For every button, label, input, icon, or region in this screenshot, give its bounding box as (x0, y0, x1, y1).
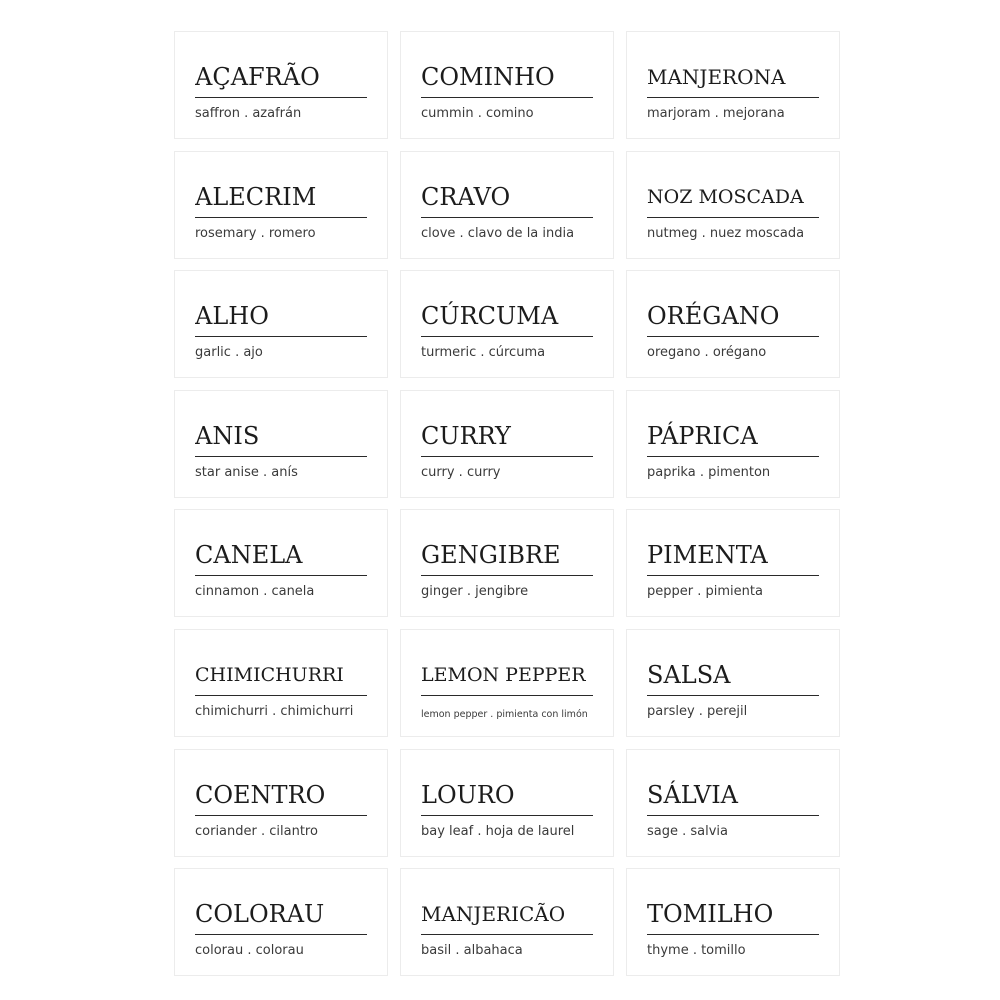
label-card-salsa (626, 629, 840, 737)
label-subtitle: colorau . colorau (195, 943, 304, 959)
label-divider (195, 456, 367, 457)
label-divider (647, 695, 819, 696)
label-subtitle: rosemary . romero (195, 225, 316, 241)
label-card-pimenta (626, 509, 840, 617)
label-title: MANJERICÃO (421, 902, 566, 927)
label-subtitle: ginger . jengibre (421, 584, 529, 600)
label-card-alecrim (174, 151, 388, 259)
label-divider (647, 97, 819, 98)
label-title: TOMILHO (647, 900, 774, 929)
label-card-oregano (626, 270, 840, 378)
label-title: CHIMICHURRI (195, 663, 344, 686)
label-card-alho (174, 270, 388, 378)
label-subtitle: coriander . cilantro (195, 823, 318, 839)
label-divider (421, 97, 593, 98)
label-subtitle: clove . clavo de la india (421, 225, 575, 241)
label-title: COLORAU (195, 900, 325, 929)
label-divider (647, 456, 819, 457)
label-title: ANIS (195, 421, 260, 450)
label-title: PÁPRICA (647, 421, 758, 450)
label-title: NOZ MOSCADA (647, 185, 804, 208)
label-card-colorau (174, 868, 388, 976)
label-title: COENTRO (195, 780, 326, 809)
label-title: SALSA (647, 660, 731, 689)
label-title: COMINHO (421, 63, 555, 91)
label-subtitle: cummin . comino (421, 106, 534, 121)
label-subtitle: bay leaf . hoja de laurel (421, 823, 575, 839)
label-title: LOURO (421, 780, 515, 809)
label-subtitle: parsley . perejil (647, 703, 748, 719)
label-divider (421, 575, 593, 576)
label-divider (195, 695, 367, 696)
label-subtitle: garlic . ajo (195, 345, 263, 361)
label-subtitle: saffron . azafrán (195, 106, 302, 121)
label-card-anis (174, 390, 388, 498)
label-card-paprica (626, 390, 840, 498)
label-card-curry (400, 390, 614, 498)
label-card-manjericao (400, 868, 614, 976)
label-card-chimichurri (174, 629, 388, 737)
label-subtitle: sage . salvia (647, 823, 729, 839)
label-title: AÇAFRÃO (195, 63, 320, 91)
label-title: LEMON PEPPER (421, 663, 586, 686)
label-divider (647, 934, 819, 935)
label-subtitle: basil . albahaca (421, 943, 523, 959)
label-subtitle: pepper . pimienta (647, 584, 763, 600)
label-card-cravo (400, 151, 614, 259)
label-divider (195, 934, 367, 935)
label-divider (195, 336, 367, 337)
label-divider (421, 217, 593, 218)
label-divider (647, 217, 819, 218)
label-grid (174, 31, 840, 976)
label-divider (195, 575, 367, 576)
label-card-cominho (400, 31, 614, 139)
label-subtitle: turmeric . cúrcuma (421, 345, 546, 361)
label-subtitle: oregano . orégano (647, 345, 767, 361)
label-subtitle: marjoram . mejorana (647, 106, 785, 121)
label-title: CÚRCUMA (421, 302, 559, 331)
label-title: CANELA (195, 541, 303, 570)
label-card-acafrao (174, 31, 388, 139)
label-divider (421, 934, 593, 935)
label-divider (195, 815, 367, 816)
label-divider (647, 575, 819, 576)
label-subtitle: curry . curry (421, 464, 501, 480)
label-subtitle: nutmeg . nuez moscada (647, 225, 805, 241)
label-title: GENGIBRE (421, 541, 561, 570)
label-card-salvia (626, 749, 840, 857)
label-card-curcuma (400, 270, 614, 378)
label-card-lemon-pepper (400, 629, 614, 737)
label-title: SÁLVIA (647, 780, 739, 809)
label-title: PIMENTA (647, 541, 768, 570)
label-card-manjerona (626, 31, 840, 139)
label-divider (421, 695, 593, 696)
label-title: CRAVO (421, 182, 511, 211)
label-subtitle: cinnamon . canela (195, 584, 315, 600)
label-title: ALHO (195, 302, 269, 331)
label-card-tomilho (626, 868, 840, 976)
label-title: CURRY (421, 421, 511, 450)
label-card-canela (174, 509, 388, 617)
label-divider (195, 217, 367, 218)
label-divider (647, 336, 819, 337)
label-title: MANJERONA (647, 65, 786, 89)
label-title: ALECRIM (195, 182, 317, 211)
label-card-louro (400, 749, 614, 857)
label-subtitle: chimichurri . chimichurri (195, 703, 354, 719)
label-subtitle: paprika . pimenton (647, 464, 771, 480)
label-title: ORÉGANO (647, 302, 780, 331)
label-divider (421, 336, 593, 337)
label-divider (195, 97, 367, 98)
label-divider (421, 815, 593, 816)
label-subtitle: lemon pepper . pimienta con limón (421, 708, 588, 720)
label-subtitle: thyme . tomillo (647, 943, 746, 959)
label-divider (421, 456, 593, 457)
label-card-noz-moscada (626, 151, 840, 259)
label-card-gengibre (400, 509, 614, 617)
label-divider (647, 815, 819, 816)
label-subtitle: star anise . anís (195, 464, 298, 480)
label-card-coentro (174, 749, 388, 857)
